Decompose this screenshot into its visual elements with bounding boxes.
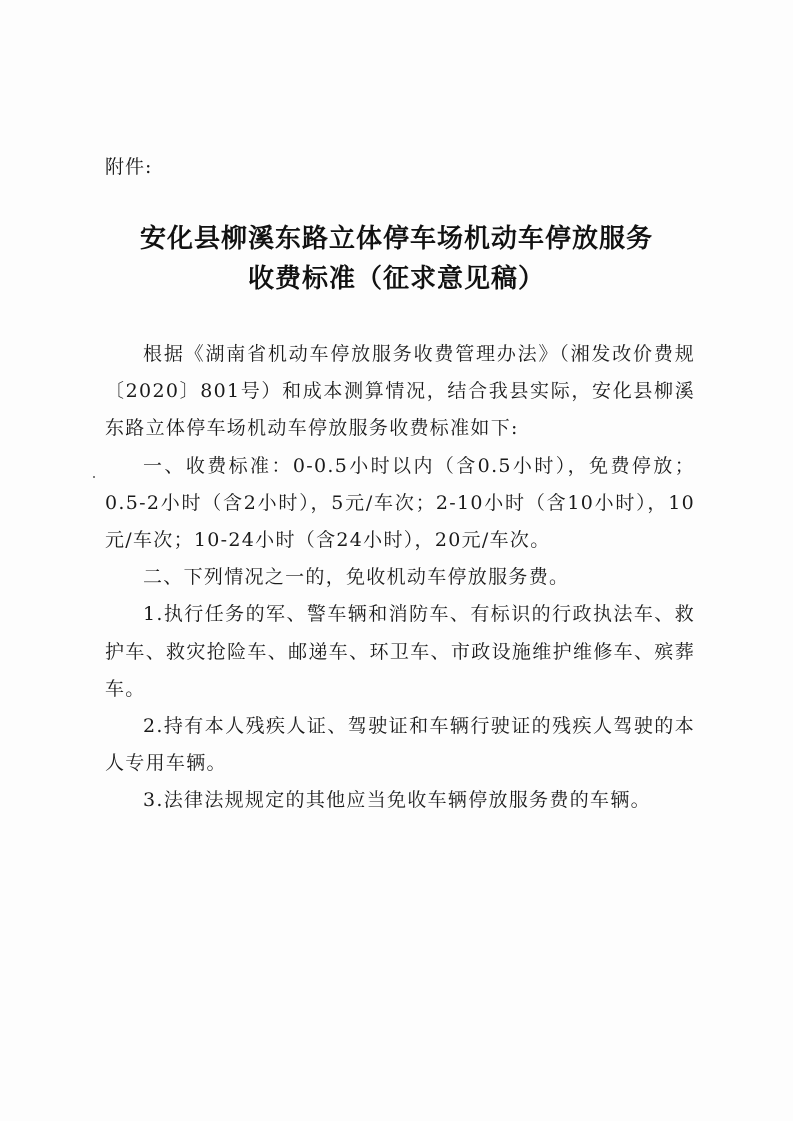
- document-title-line-1: 安化县柳溪东路立体停车场机动车停放服务: [139, 224, 653, 254]
- paragraph-exemption-2: 2.持有本人残疾人证、驾驶证和车辆行驶证的残疾人驾驶的本人专用车辆。: [105, 715, 695, 775]
- paragraph-exemptions-heading: 二、下列情况之一的，免收机动车停放服务费。: [143, 566, 570, 589]
- paragraph-exemption-3: 3.法律法规规定的其他应当免收车辆停放服务费的车辆。: [143, 789, 651, 812]
- document-title-line-2: 收费标准（征求意见稿）: [247, 264, 545, 294]
- scan-speck: [93, 476, 95, 478]
- paragraph-intro: 根据《湖南省机动车停放服务收费管理办法》（湘发改价费规〔2020〕801号）和成本测算情况，结合我县实际，安化县柳溪东路立体停车场机动车停放服务收费标准如下:: [105, 343, 695, 440]
- paragraph-exemption-1: 1.执行任务的军、警车辆和消防车、有标识的行政执法车、救护车、救灾抢险车、邮递车、环卫车、市政设施维护维修车、殡葬车。: [105, 603, 695, 700]
- attachment-label: 附件:: [105, 156, 153, 178]
- paragraph-fee-standard: 一、收费标准：0-0.5小时以内（含0.5小时），免费停放；0.5-2小时（含2小时），5元/车次；2-10小时（含10小时），10元/车次；10-24小时（含24小时），20元/车次。: [105, 454, 695, 552]
- document-body: [105, 336, 695, 820]
